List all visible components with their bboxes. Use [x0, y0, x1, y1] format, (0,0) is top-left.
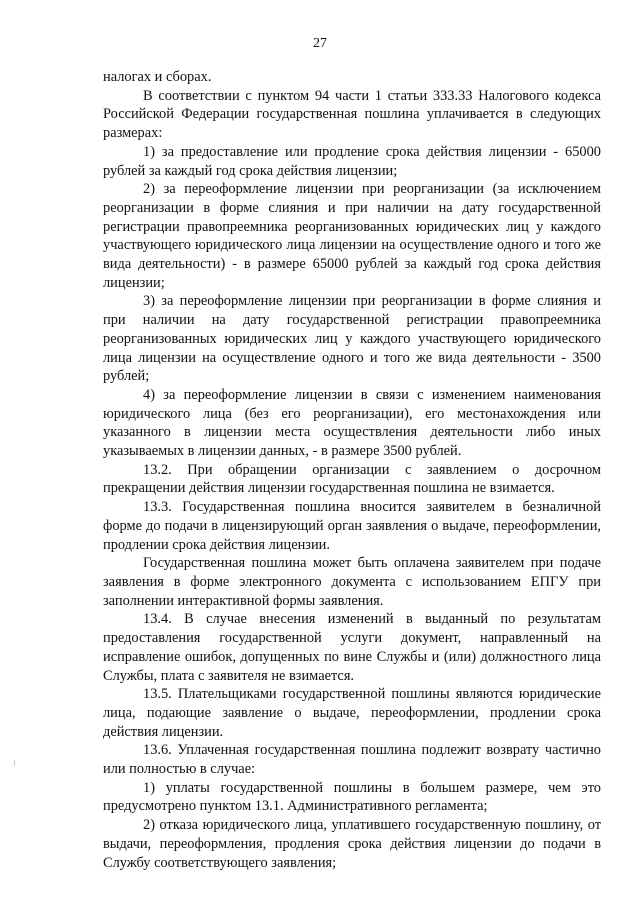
paragraph-13-3: 13.3. Государственная пошлина вносится заявителем в безналичной форме до подачи в лицензирующий орган заявления о выдаче, переоформлении, продлении срока действия лицензии.	[103, 499, 601, 553]
document-body	[103, 68, 601, 872]
paragraph-tax-code-reference: В соответствии с пунктом 94 части 1 статьи 333.33 Налогового кодекса Российской Федерации государственная пошлина уплачивается в следующих размерах:	[103, 87, 601, 142]
page-number: 27	[313, 36, 327, 51]
paragraph-13-6: 13.6. Уплаченная государственная пошлина подлежит возврату частично или полностью в случае:	[103, 742, 601, 778]
paragraph-item-3-merger: 3) за переоформление лицензии при реорганизации в форме слияния и при наличии на дату государственной регистрации правопреемника реорганизованных юридических лиц у каждого участвующего юридического лица лицензии на осуществление одного и того же вида деятельности - 3500 рублей;	[103, 293, 601, 385]
paragraph-item-2-reorganization: 2) за переоформление лицензии при реорганизации (за исключением реорганизации в форме слияния и при наличии на дату государственной регистрации правопреемника реорганизованных юридических лиц у каждого участвующего юридического лица лицензии на осуществление одного и того же вида деятельности) - в размере 65000 рублей за каждый год срока действия лицензии;	[103, 181, 601, 291]
paragraph-13-5: 13.5. Плательщиками государственной пошлины являются юридические лица, подающие заявление о выдаче, переоформлении, продлении срока действия лицензии.	[103, 686, 601, 740]
paragraph-13-2: 13.2. При обращении организации с заявлением о досрочном прекращении действия лицензии государственная пошлина не взимается.	[103, 461, 601, 497]
paragraph-13-4: 13.4. В случае внесения изменений в выданный по результатам предоставления государственной услуги документ, направленный на исправление ошибок, допущенных по вине Службы и (или) должностного лица Службы, плата с заявителя не взимается.	[103, 611, 601, 684]
paragraph-item-4-name-change: 4) за переоформление лицензии в связи с изменением наименования юридического лица (без его реорганизации), его местонахождения или указанного в лицензии места осуществления деятельности либо иных указываемых в лицензии данных, - в размере 3500 рублей.	[103, 386, 601, 460]
paragraph-item-1-license-grant: 1) за предоставление или продление срока действия лицензии - 65000 рублей за каждый год срока действия лицензии;	[103, 143, 601, 179]
paragraph-continuation: налогах и сборах.	[103, 69, 212, 85]
paragraph-refund-item-1: 1) уплаты государственной пошлины в большем размере, чем это предусмотрено пунктом 13.1. Административного регламента;	[103, 779, 601, 815]
scan-artifact	[14, 760, 15, 766]
paragraph-refund-item-2: 2) отказа юридического лица, уплатившего государственную пошлину, от выдачи, переоформления, продления срока действия лицензии до подачи в Службу соответствующего заявления;	[103, 817, 601, 871]
paragraph-electronic-payment: Государственная пошлина может быть оплачена заявителем при подаче заявления в форме электронного документа с использованием ЕПГУ при заполнении интерактивной формы заявления.	[103, 555, 601, 609]
